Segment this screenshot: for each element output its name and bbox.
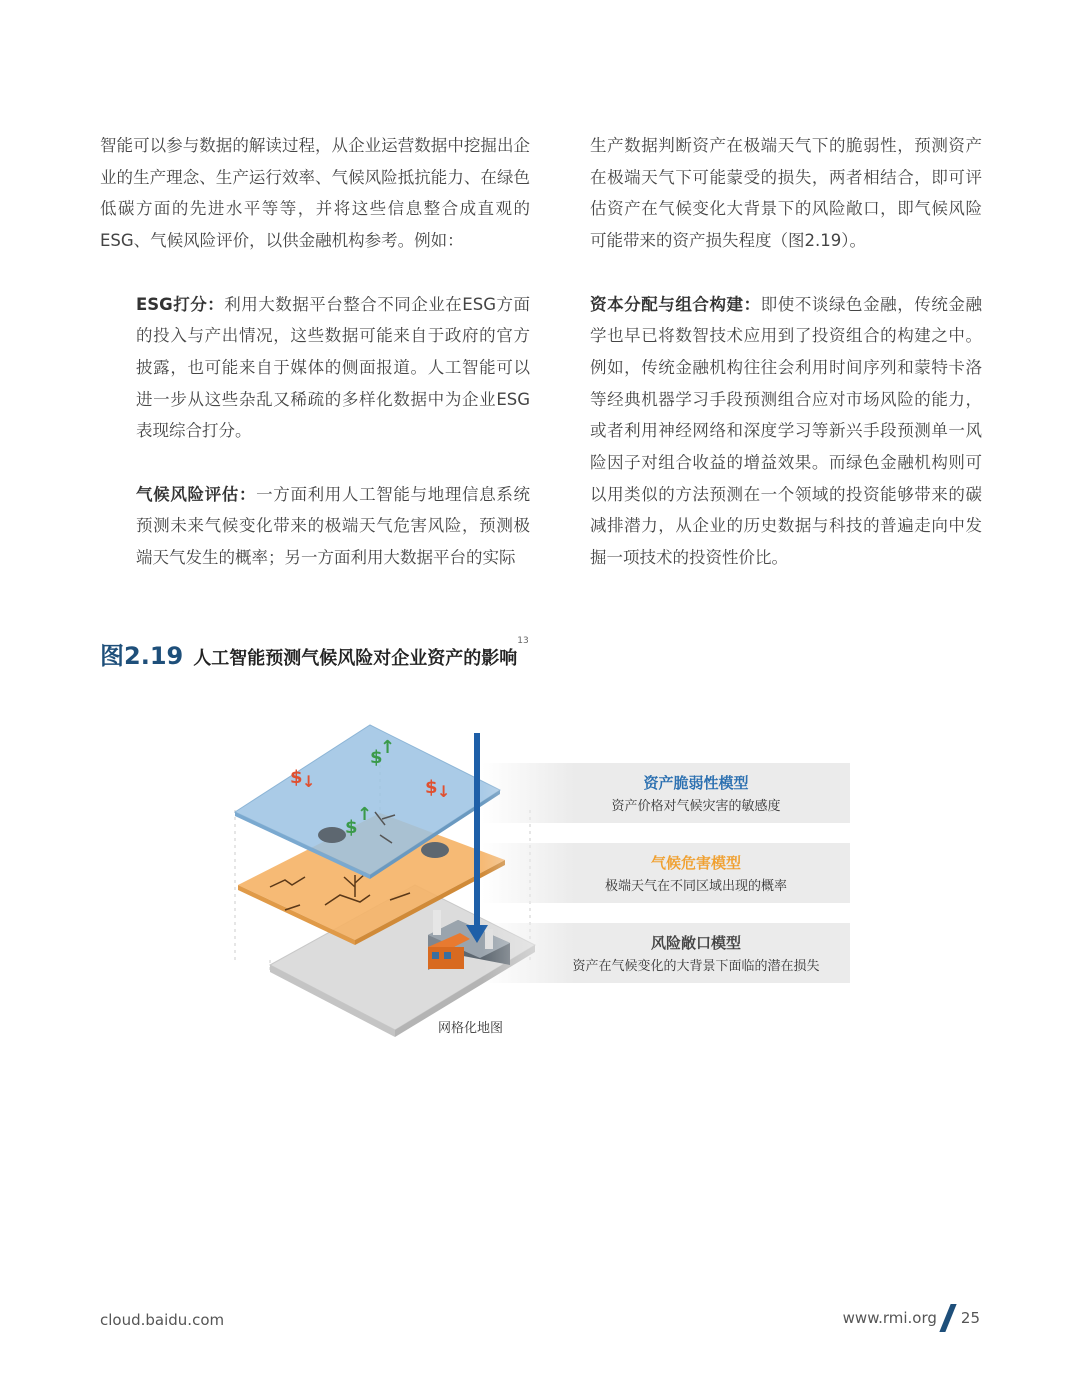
hazard-model-title: 气候危害模型 — [650, 854, 741, 872]
page-number: 25 — [960, 1309, 980, 1327]
figure-footnote: 13 — [517, 636, 529, 646]
footer-website-baidu[interactable]: cloud.baidu.com — [100, 1311, 225, 1329]
left-column — [100, 130, 530, 606]
exposure-model-subtitle: 资产在气候变化的大背景下面临的潜在损失 — [572, 959, 820, 974]
right-column — [590, 130, 982, 606]
esg-paragraph — [100, 289, 530, 448]
figure-title — [100, 636, 529, 671]
esg-label: ESG打分： — [136, 294, 225, 314]
exposure-model-title: 风险敞口模型 — [650, 934, 741, 952]
capital-text: 即使不谈绿色金融，传统金融学也早已将数智技术应用到了投资组合的构建之中。例如，传统金融机构往往会利用时间序列和蒙特卡洛等经典机器学习手段预测组合应对市场风险的能力，或者利用神经网络和深度学习等新兴手段预测单一风险因子对组合收益的增益效果。而绿色金融机构则可以用类似的方法预测在一个领域的投资能够带来的碳减排潜力，从企业的历史数据与科技的普遍走向中发掘一项技术的投资性价比。 — [590, 294, 983, 568]
hazard-model-subtitle: 极端天气在不同区域出现的概率 — [604, 879, 787, 894]
capital-label: 资本分配与组合构建： — [590, 294, 761, 314]
svg-text:$: $ — [345, 817, 358, 838]
footer-website-rmi[interactable]: www.rmi.org — [842, 1309, 937, 1327]
svg-text:↓: ↓ — [302, 772, 316, 791]
climate-paragraph — [100, 479, 530, 574]
hazard-model-panel — [482, 843, 850, 903]
svg-text:↓: ↓ — [437, 782, 451, 801]
capital-paragraph — [590, 289, 982, 574]
svg-text:$: $ — [425, 777, 438, 798]
grid-map-label: 网格化地图 — [438, 1021, 504, 1036]
vulnerability-paragraph: 生产数据判断资产在极端天气下的脆弱性，预测资产在极端天气下可能蒙受的损失，两者相结合，即可评估资产在气候变化大背景下的风险敞口，即气候风险可能带来的资产损失程度（图2.19）。 — [590, 136, 982, 251]
svg-text:↑: ↑ — [380, 737, 396, 758]
figure-caption: 人工智能预测气候风险对企业资产的影响 — [193, 648, 518, 669]
slash-divider-icon — [939, 1304, 956, 1332]
vulnerability-model-title: 资产脆弱性模型 — [643, 774, 749, 792]
svg-text:↑: ↑ — [357, 804, 373, 825]
climate-label: 气候风险评估： — [136, 484, 257, 504]
exposure-model-panel — [482, 923, 850, 983]
intro-paragraph: 智能可以参与数据的解读过程，从企业运营数据中挖掘出企业的生产理念、生产运行效率、气候风险抵抗能力、在绿色低碳方面的先进水平等等，并将这些信息整合成直观的ESG、气候风险评价，以供金融机构参考。例如： — [100, 136, 530, 251]
figure-number: 图2.19 — [100, 642, 184, 670]
svg-text:$: $ — [290, 767, 303, 788]
climate-text: 一方面利用人工智能与地理信息系统预测未来气候变化带来的极端天气危害风险，预测极端天气发生的概率；另一方面利用大数据平台的实际 — [136, 484, 531, 568]
svg-text:$: $ — [370, 747, 383, 768]
footer-right — [843, 1304, 980, 1332]
vulnerability-model-panel — [482, 763, 850, 823]
esg-text: 利用大数据平台整合不同企业在ESG方面的投入与产出情况，这些数据可能来自于政府的官方披露，也可能来自于媒体的侧面报道。人工智能可以进一步从这些杂乱又稀疏的多样化数据中为企业ESG表现综合打分。 — [136, 294, 531, 441]
vulnerability-model-subtitle: 资产价格对气候灾害的敏感度 — [611, 799, 781, 814]
